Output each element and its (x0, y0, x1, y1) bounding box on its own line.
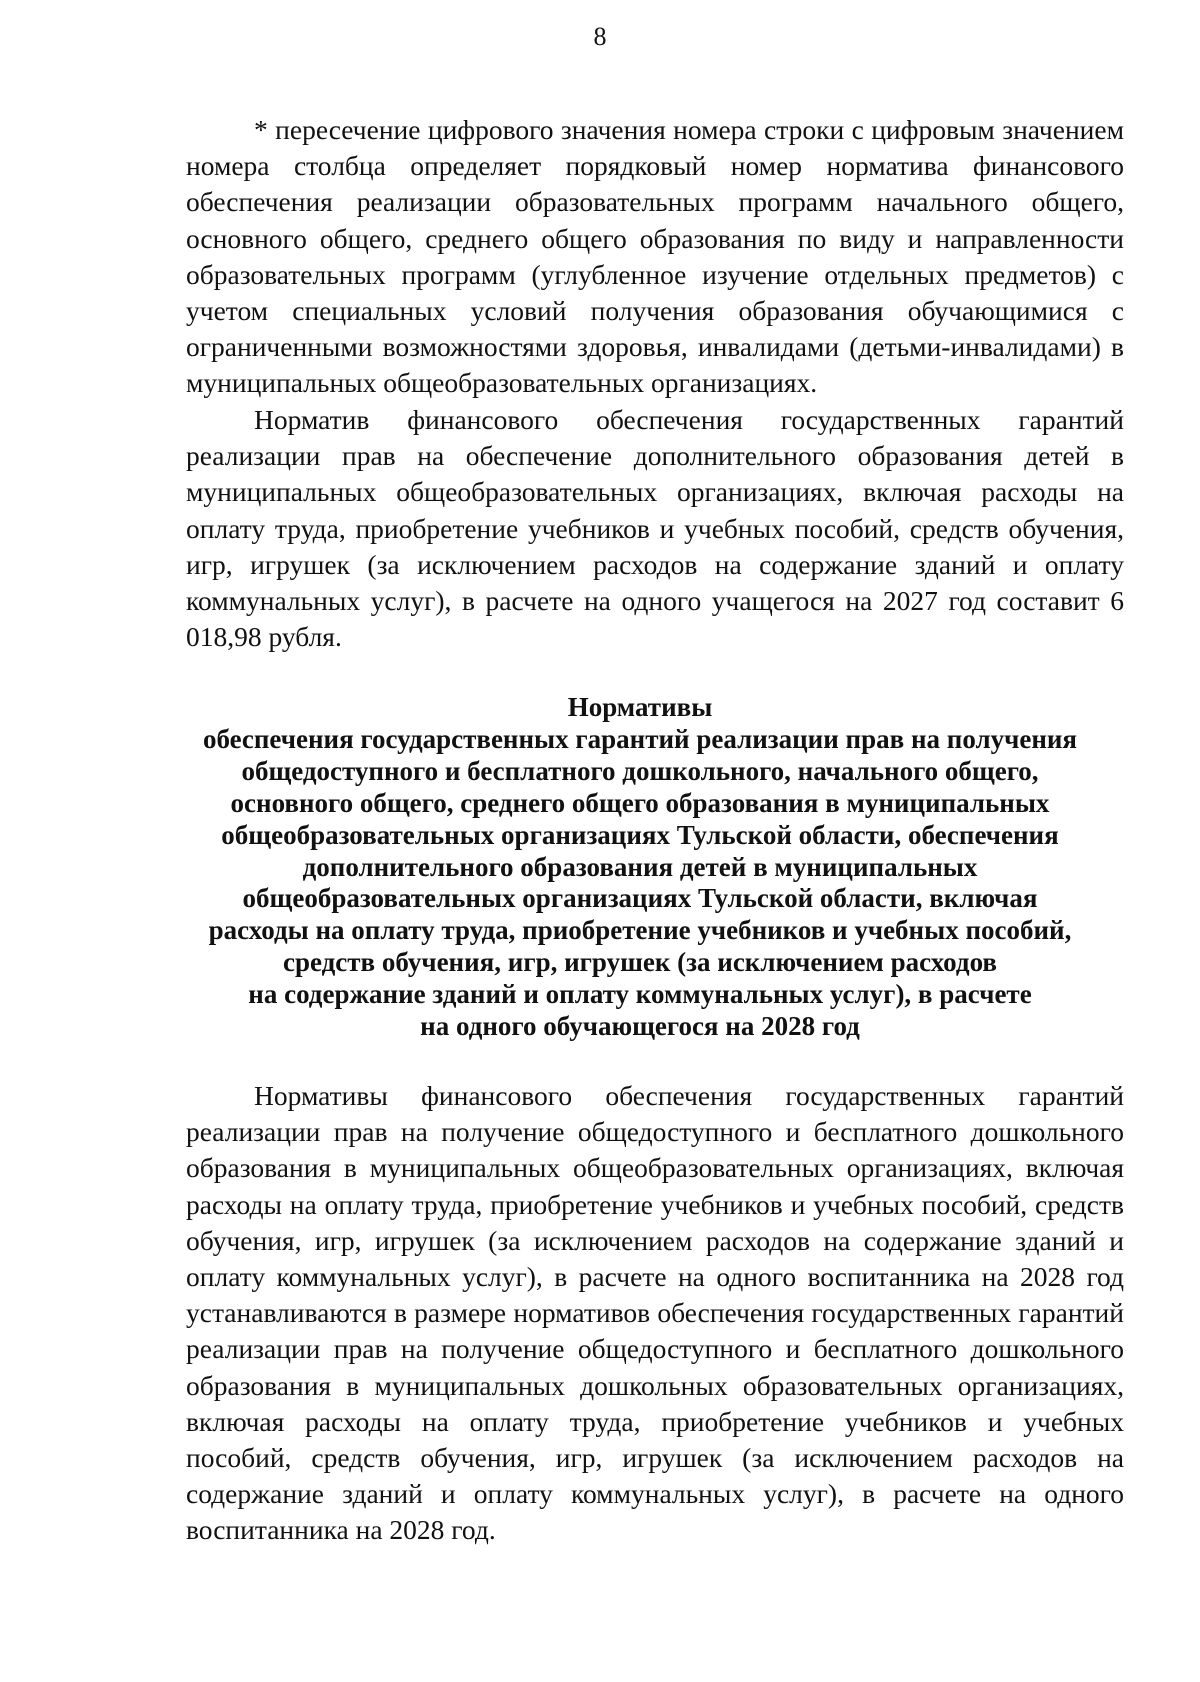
section-heading (150, 692, 1130, 1043)
preschool-norms-paragraph: Нормативы финансового обеспечения государственных гарантий реализации прав на получение общедоступного и бесплатного дошкольного образования в муниципальных общеобразовательных организациях, включая расходы на оплату труда, приобретение учебников и учебных пособий, средств обучения, игр, игрушек (за исключением расходов на содержание зданий и оплату коммунальных услуг), в расчете на одного воспитанника на 2028 год устанавливаются в размере нормативов обеспечения государственных гарантий реализации прав на получение общедоступного и бесплатного дошкольного образования в муниципальных дошкольных образовательных организациях, включая расходы на оплату труда, приобретение учебников и учебных пособий, средств обучения, игр, игрушек (за исключением расходов на содержание зданий и оплату коммунальных услуг), в расчете на одного воспитанника на 2028 год. (186, 1080, 1124, 1546)
heading-line: расходы на оплату труда, приобретение учебников и учебных пособий, (208, 915, 1072, 946)
heading-line: основного общего, среднего общего образования в муниципальных (230, 787, 1050, 818)
heading-line: средств обучения, игр, игрушек (за исключением расходов (283, 947, 997, 978)
additional-education-block (186, 402, 1124, 655)
heading-line: общедоступного и бесплатного дошкольного, начального общего, (241, 755, 1039, 786)
footnote-paragraph: * пересечение цифрового значения номера строки с цифровым значением номера столбца определяет порядковый номер норматива финансового обеспечения реализации образовательных программ начального общего, основного общего, среднего общего образования по виду и направленности образовательных программ (углубленное изучение отдельных предметов) с учетом специальных условий получения образования обучающимися с ограниченными возможностями здоровья, инвалидами (детьми-инвалидами) в муниципальных общеобразовательных организациях. (186, 114, 1124, 399)
additional-education-paragraph: Норматив финансового обеспечения государственных гарантий реализации прав на обеспечение дополнительного образования детей в муниципальных общеобразовательных организациях, включая расходы на оплату труда, приобретение учебников и учебных пособий, средств обучения, игр, игрушек (за исключением расходов на содержание зданий и оплату коммунальных услуг), в расчете на одного учащегося на 2027 год составит 6 018,98 рубля. (186, 404, 1124, 653)
heading-line: дополнительного образования детей в муниципальных (302, 851, 978, 882)
heading-line: обеспечения государственных гарантий реализации прав на получения (202, 723, 1078, 754)
heading-line: на одного обучающегося на 2028 год (420, 1011, 860, 1042)
heading-line: общеобразовательных организациях Тульской области, обеспечения (221, 819, 1059, 850)
page-number: 8 (593, 22, 607, 51)
heading-title: Нормативы (567, 692, 713, 722)
footnote-block (186, 112, 1124, 402)
preschool-norms-block (186, 1078, 1124, 1549)
heading-line: общеобразовательных организациях Тульской области, включая (242, 883, 1038, 914)
heading-line: на содержание зданий и оплату коммунальных услуг), в расчете (248, 979, 1032, 1010)
